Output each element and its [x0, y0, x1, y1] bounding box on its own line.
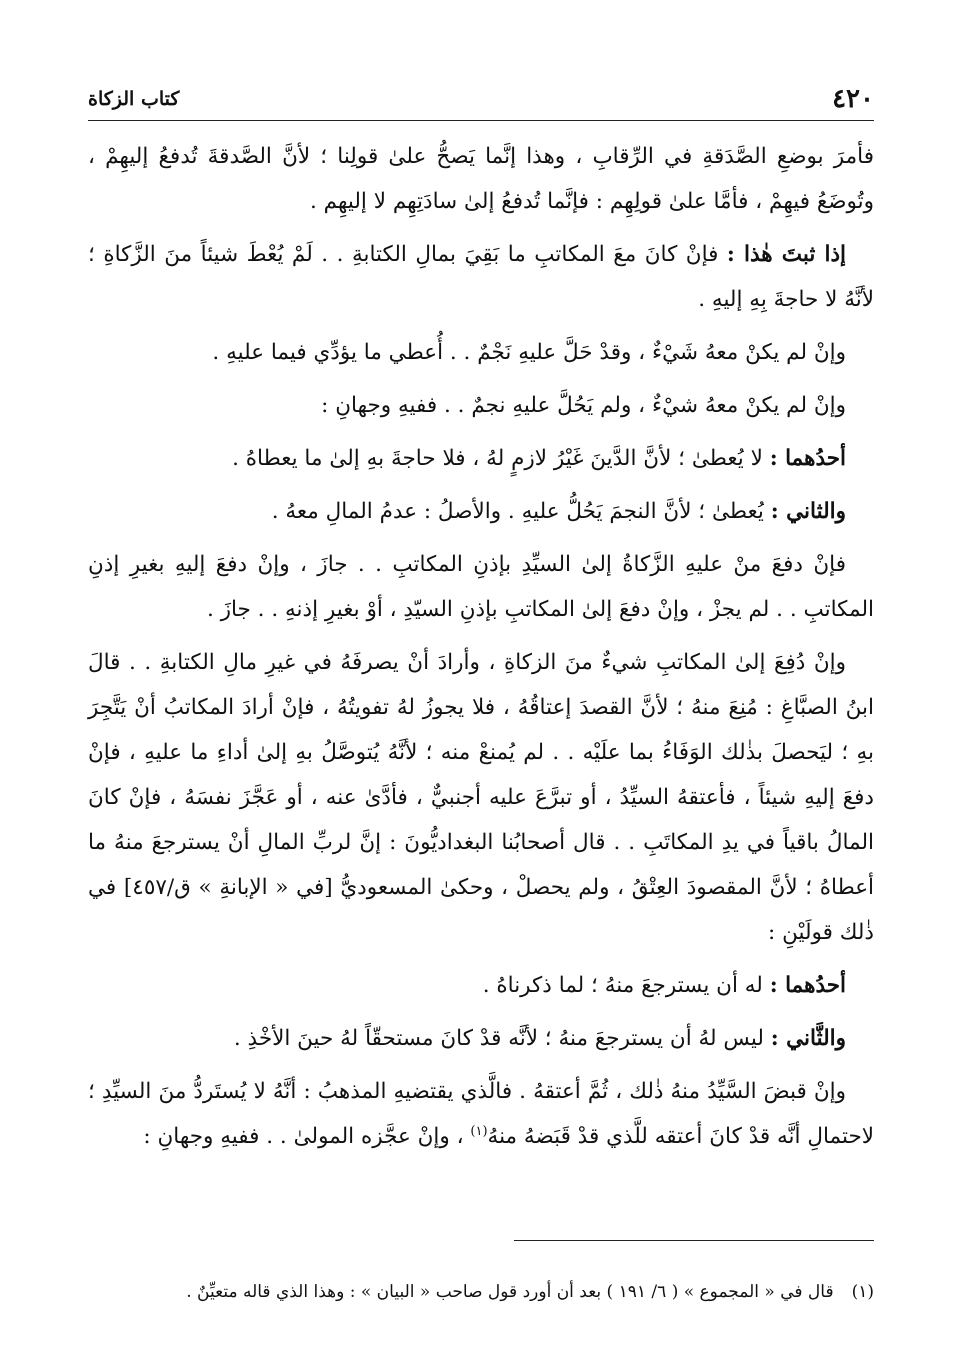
paragraph: وإنْ دُفِعَ إلىٰ المكاتبِ شيءٌ منَ الزكاةِ ، وأرادَ أنْ يصرفَهُ في غيرِ مالِ الكتابةِ . . قالَ ابنُ الصبَّاغِ : مُنِعَ منهُ ؛ لأنَّ القصدَ إعتاقُهُ ، فلا يجوزُ لهُ تفويتُهُ ، فإنْ أرادَ المكاتبُ أنْ يَتَّجِرَ بهِ ؛ ليَحصلَ بذٰلك الوَفَاءُ بما علَيْه . . لم يُمنعْ منه ؛ لأنَّهُ يُتوصَّلُ بهِ إلىٰ أداءِ ما عليهِ ، فإنْ دفعَ إليهِ شيئاً ، فأعتقهُ السيِّدُ ، أو تبرَّعَ عليه أجنبيٌّ ، فأدَّىٰ عنه ، أو عَجَّزَ نفسَهُ ، فإنْ كانَ المالُ باقياً في يدِ المكاتَبِ . . قال أصحابُنا البغداديُّونَ : إنَّ لربِّ المالِ أنْ يسترجعَ منهُ ما أعطاهُ ؛ لأنَّ المقصودَ العِتْقُ ، ولم يحصلْ ، وحكىٰ المسعوديُّ [في « الإبانةِ » ق/٤٥٧] في ذٰلك قولَيْنِ : — [88, 650, 875, 945]
running-title: كتاب الزكاة — [88, 88, 180, 110]
paragraph-lead: والثَّاني : — [770, 1026, 846, 1051]
paragraph: فأمرَ بوضعِ الصَّدَقةِ في الرِّقابِ ، وهذا إنَّما يَصحُّ علىٰ قولِنا ؛ لأنَّ الصَّدقةَ تُدفعُ إليهِمْ ، وتُوضَعُ فيهِمْ ، فأمَّا علىٰ قولِهِم : فإنَّما تُدفعُ إلىٰ سادَتِهِم لا إليهِم . — [88, 144, 874, 214]
main-text — [88, 134, 874, 1167]
paragraph: وإنْ لم يكنْ معهُ شيْءٌ ، ولم يَحُلَّ عليهِ نجمٌ . . ففيهِ وجهانِ : — [321, 393, 846, 418]
paragraph-lead: والثاني : — [770, 499, 846, 524]
page-header — [88, 80, 874, 121]
paragraph-lead: إذا ثبتَ هٰذا : — [726, 242, 846, 267]
paragraph: أحدُهما : لا يُعطىٰ ؛ لأنَّ الدَّينَ غَيْرُ لازمٍ لهُ ، فلا حاجةَ بهِ إلىٰ ما يعطاهُ . — [232, 446, 846, 471]
paragraph: إذا ثبتَ هٰذا : فإنْ كانَ معَ المكاتبِ ما بَقِيَ بمالِ الكتابةِ . . لَمْ يُعْطَ شيئاً منَ الزَّكاةِ ؛ لأنَّهُ لا حاجةَ بِهِ إليهِ . — [88, 242, 874, 312]
page-number: ٤٢٠ — [832, 84, 874, 114]
paragraph: وإنْ لم يكنْ معهُ شَيْءٌ ، وقدْ حَلَّ عليهِ نَجْمٌ . . أُعطي ما يؤدِّي فيما عليهِ . — [212, 340, 846, 365]
footnote — [88, 1278, 874, 1306]
paragraph: والثاني : يُعطىٰ ؛ لأنَّ النجمَ يَحُلُّ عليهِ . والأصلُ : عدمُ المالِ معهُ . — [271, 499, 846, 524]
footnote-text: قال في « المجموع » ( ٦/ ١٩١ ) بعد أن أورد قول صاحب « البيان » : وهذا الذي قاله متعيِّنٌ . — [186, 1282, 834, 1302]
paragraph-lead: أحدُهما : — [769, 446, 846, 471]
paragraph: والثَّاني : ليس لهُ أن يسترجعَ منهُ ؛ لأنَّه قدْ كانَ مستحقّاً لهُ حينَ الأخْذِ . — [233, 1026, 846, 1051]
footnote-number: (١) — [851, 1282, 874, 1302]
footnote-divider — [514, 1240, 874, 1241]
paragraph: وإنْ قبضَ السَّيِّدُ منهُ ذٰلك ، ثُمَّ أعتقهُ . فالَّذي يقتضيهِ المذهبُ : أنَّهُ لا يُستَردُّ منَ السيِّدِ ؛ لاحتمالِ أنَّه قدْ كانَ أعتقه للَّذي قدْ قَبَضهُ منهُ$^{(١)}$ ، وإنْ عجَّزه المولىٰ . . ففيهِ وجهانِ : — [88, 1079, 874, 1149]
paragraph: أحدُهما : له أن يسترجعَ منهُ ؛ لما ذكرناهُ . — [482, 973, 846, 998]
paragraph-lead: أحدُهما : — [769, 973, 846, 998]
paragraph: فإنْ دفعَ منْ عليهِ الزَّكاةُ إلىٰ السيِّدِ بإذنِ المكاتبِ . . جازَ ، وإنْ دفعَ إليهِ بغيرِ إذنِ المكاتبِ . . لم يجزْ ، وإنْ دفعَ إلىٰ المكاتبِ بإذنِ السيّدِ ، أوْ بغيرِ إذنهِ . . جازَ . — [88, 552, 874, 622]
footnote-reference[interactable]: (١) — [470, 1123, 488, 1139]
